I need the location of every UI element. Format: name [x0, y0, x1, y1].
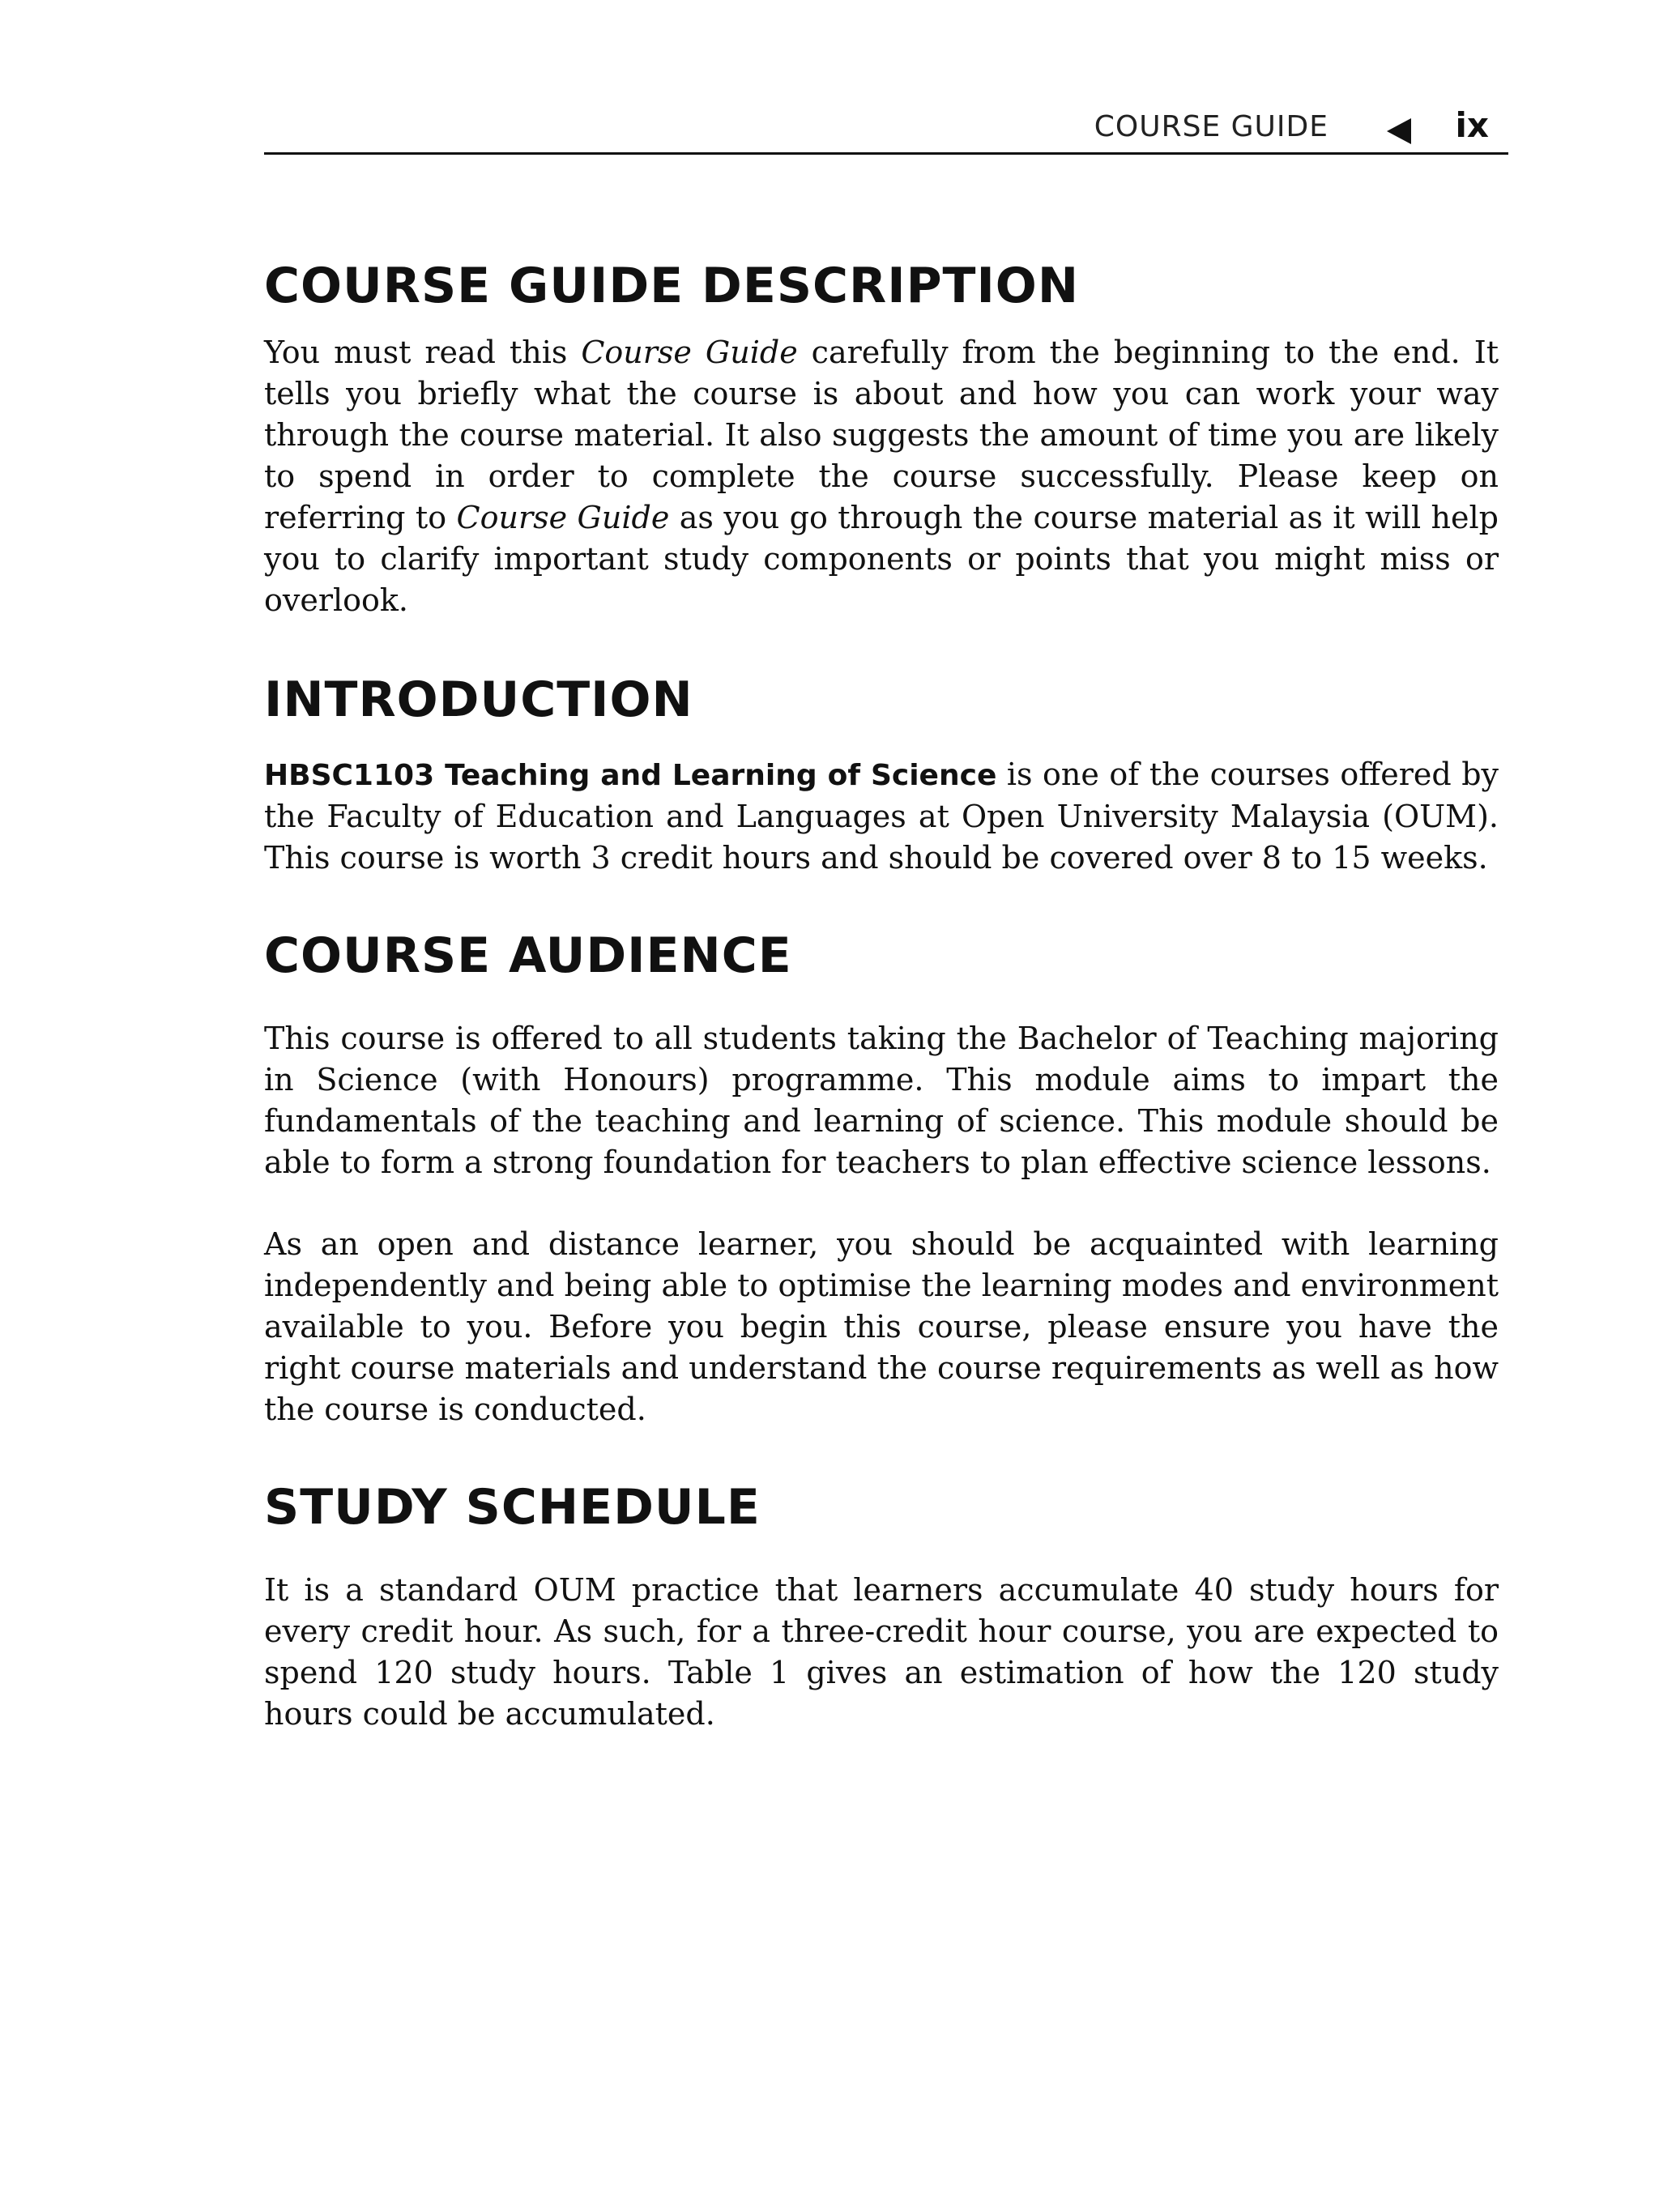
paragraph [264, 332, 1499, 621]
paragraph: It is a standard OUM practice that learners accumulate 40 study hours for every credit hour. As such, for a three-credit hour course, you are expected to spend 120 study hours. Table 1 gives an estimation of how the 120 study hours could be accumulated. [264, 1572, 1499, 1732]
section-study-schedule [264, 1481, 1499, 1735]
text-run: is one of the courses offered by the Faculty of Education and Languages at Open University Malaysia (OUM). This course is worth 3 credit hours and should be covered over 8 to 15 weeks. [264, 757, 1499, 876]
text-run: You must read this [264, 335, 582, 370]
running-header [264, 104, 1508, 155]
italic-text: Course Guide [581, 335, 798, 370]
left-triangle-icon [1387, 118, 1411, 144]
italic-text: Course Guide [456, 500, 670, 535]
section-heading: INTRODUCTION [264, 671, 693, 728]
paragraph: As an open and distance learner, you should be acquainted with learning independently and being able to optimise the learning modes and environment available to you. Before you begin this course, please ensure you have the right course materials and understand the course requirements as well as how the course is conducted. [264, 1226, 1499, 1427]
section-course-audience [264, 929, 1499, 1430]
section-heading: COURSE AUDIENCE [264, 927, 792, 984]
section-heading: COURSE GUIDE DESCRIPTION [264, 258, 1080, 314]
course-title-bold: HBSC1103 Teaching and Learning of Science [264, 759, 997, 792]
text-run: carefully from the beginning to the end. It tells you briefly what the course is about and how you can work your way through the course material. It also suggests the amount of time you are likely to spend in order to complete the course successfully. Please keep on referring to [264, 335, 1499, 535]
section-course-guide-description [264, 259, 1499, 621]
paragraph [264, 754, 1499, 879]
section-heading: STUDY SCHEDULE [264, 1479, 761, 1536]
paragraph: This course is offered to all students taking the Bachelor of Teaching majoring in Science (with Honours) programme. This module aims to impart the fundamentals of the teaching and learning of science. This module should be able to form a strong foundation for teachers to plan effective science lessons. [264, 1021, 1499, 1180]
page-number: ix [1455, 105, 1489, 145]
running-header-title: COURSE GUIDE [1094, 110, 1328, 143]
page-content [264, 243, 1499, 1735]
text-run: as you go through the course material as it will help you to clarify important study components or points that you might miss or overlook. [264, 500, 1499, 618]
section-introduction [264, 673, 1499, 879]
